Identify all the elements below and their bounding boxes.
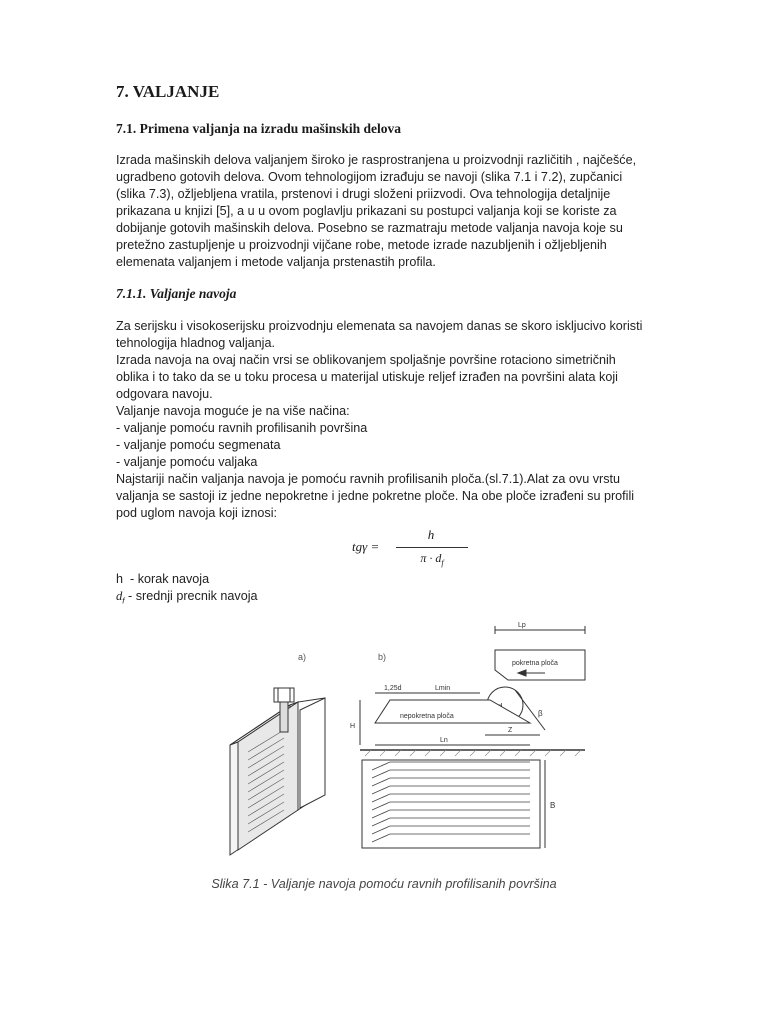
text-line: prikazana u knjizi [5], a u u ovom poglavlju prikazani su postupci valjanja koji se koriste za [116,204,617,218]
text-line: - valjanje pomoću ravnih profilisanih površina [116,421,368,435]
text-line: - valjanje pomoću segmenata [116,438,281,452]
formula-lhs: tgγ = [352,539,380,554]
dim-h: H [350,723,356,730]
side-view [350,622,585,756]
thread-angle-formula [352,527,482,571]
fixed-plate-label: nepokretna ploča [400,713,454,720]
dim-lmin: Lmin [435,685,451,692]
dim-125d: 1,25d [384,685,402,692]
dim-lp: Lp [518,622,526,629]
dim-beta: β [538,709,543,718]
text-line: tehnologija hladnog valjanja. [116,336,275,350]
text-line: - valjanje pomoću valjaka [116,455,258,469]
dim-ln: Ln [440,737,448,744]
legend-d-sub: f [122,596,125,606]
formula-denominator: $\pi \cdot d_f$ [420,551,444,568]
legend-h-text: - korak navoja [123,572,210,586]
text-line: (slika 7.3), ožljebljena vratila, prstenovi i drugi složeni priizvodi. Ova tehnologija detaljnije [116,187,611,201]
text-line: odgovara navoju. [116,387,213,401]
text-line: dobijanje gotovih mašinskih delova. Posebno se razmatraju metode valjanja navoja koje su [116,221,623,235]
intro-paragraph [116,152,669,271]
text-line: valjanja se sastoji iz jedne nepokretne i jedne pokretne ploče. Na obe ploče izrađeni su profili [116,489,635,503]
label-b: b) [378,652,387,662]
text-line: Za serijsku i visokoserijsku proizvodnju elemenata sa navojem danas se skoro isklјucivo koristi [116,319,643,333]
plates-isometric [230,688,325,855]
fraction-bar [396,547,468,548]
legend-d-text: - srednji precnik navoja [124,589,258,603]
text-line: ugradbeno gotovih delova. Ovom tehnologijom izrađuju se navoji (slika 7.1 i 7.2), zupčanici [116,170,623,184]
text-line: oblika i to tako da se u toku procesa u materijal utiskuje reljef izrađen na površini alata koji [116,370,618,384]
legend-h [116,572,209,586]
section-title: 7.1. Primena valjanja na izradu mašinskih delova [116,121,402,136]
text-line: pod uglom navoja koji iznosi: [116,506,278,520]
text-line: Izrada mašinskih delova valjanjem široko je rasprostranjena u proizvodnji različitih , najčešće, [116,153,637,167]
legend-d [116,589,258,606]
dim-z: Z [508,727,513,734]
thread-rolling-diagram [200,610,590,875]
figure-7-1 [200,610,590,875]
text-line: Valjanje navoja moguće je na više načina: [116,404,350,418]
formula-numerator: h [427,527,435,542]
text-line: pretežno zastupljenje u proizvodnji vijčane robe, metode izrade nazubljenih i ožljebljenih [116,238,607,252]
dim-b: B [550,801,556,810]
bolt-head [274,688,294,702]
body-paragraph [116,318,669,522]
text-line: elemenata valjanjem i metode valjanja prstenastih profila. [116,255,436,269]
ground-hatch [365,750,581,756]
subsection-title: 7.1.1. Valjanje navoja [116,286,237,301]
text-line: Najstariji način valjanja navoja je pomoću ravnih profilisanih ploča.(sl.7.1).Alat za ovu vrstu [116,472,620,486]
chapter-title: 7. VALJANJE [116,82,220,101]
figure-caption: Slika 7.1 - Valjanje navoja pomoću ravnih profilisanih površina [211,877,557,891]
legend-h-symbol: h [116,572,124,586]
moving-plate-label: pokretna ploča [512,660,558,667]
bolt-shank [280,702,288,732]
legend-d-symbol: d [116,589,123,603]
label-a: a) [298,652,307,662]
top-view [362,760,555,848]
text-line: Izrada navoja na ovaj način vrsi se oblikovanjem spoljašnje površine rotaciono simetričnih [116,353,616,367]
